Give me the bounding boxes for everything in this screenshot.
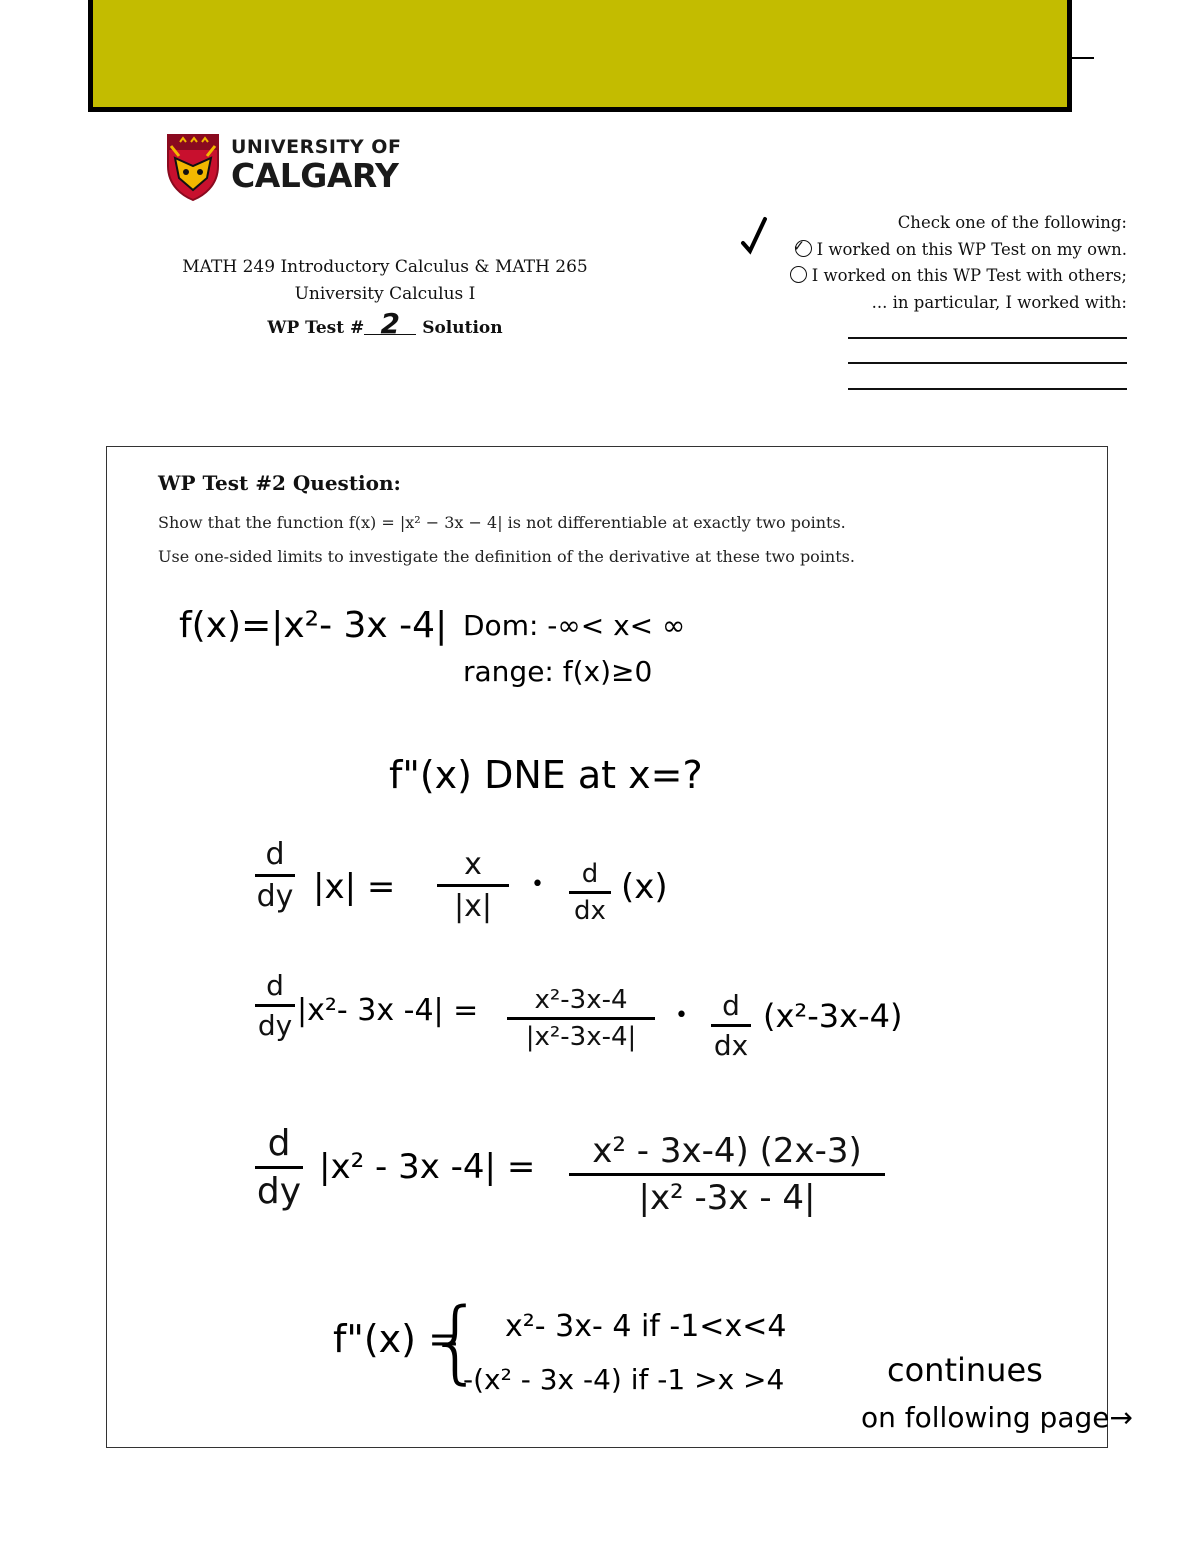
derivative-operator-dx-2 [711,989,751,1062]
course-title: MATH 249 Introductory Calculus & MATH 265 [182,257,588,277]
abs-poly-equals: |x²- 3x -4| = [297,993,479,1028]
dx-denominator: dx [574,895,606,926]
fraction-bar [569,1173,885,1176]
piece-case-1: x²- 3x- 4 if -1<x<4 [505,1309,787,1344]
option-others-label: I worked on this WP Test with others; [811,266,1127,285]
fraction-bar [255,874,295,877]
option-others-row[interactable] [790,263,1127,290]
option-others-radio[interactable] [790,266,807,283]
brace-icon: { [427,1289,485,1394]
derivative-operator-2 [255,969,295,1042]
fraction-bar [255,1004,295,1007]
test-suffix: Solution [422,318,503,338]
abs-poly-denominator: |x²-3x-4| [525,1021,637,1052]
poly-numerator: x²-3x-4 [534,985,628,1015]
dx-denominator: dx [713,1028,749,1062]
fraction-bar [711,1024,751,1027]
derivative-operator-dx-1 [569,859,611,926]
test-number: 2 [364,314,416,335]
crest-icon [165,132,221,202]
domain-note: Dom: -∞< x< ∞ [463,609,686,642]
banner-rule [1068,57,1094,59]
function-definition: f(x)=|x²- 3x -4| [179,605,448,646]
poly-over-abs-poly [507,985,655,1052]
option-own-label: I worked on this WP Test on my own. [816,239,1127,259]
particular-label: ... in particular, I worked with: [871,292,1127,312]
course-subtitle: University Calculus I [294,284,476,304]
check-mark-icon: ✓ [792,236,806,255]
collaborator-line-3[interactable] [848,388,1127,390]
fraction-bar [255,1166,303,1169]
checklist-prompt: Check one of the following: [897,213,1127,232]
abs-x-denominator: |x| [454,888,492,924]
test-prefix: WP Test # [267,318,365,338]
derivative-operator-3 [255,1123,303,1212]
d-numerator: d [581,859,599,889]
abs-poly-denominator-2: |x² -3x - 4| [638,1177,816,1218]
fraction-bar [437,884,509,887]
fraction-bar [507,1017,655,1020]
piecewise-lhs: f"(x) = [333,1317,460,1361]
dy-denominator: dy [256,878,294,914]
handwritten-tick-icon [733,215,773,255]
abs-poly-equals-2: |x² - 3x -4| = [319,1147,536,1187]
logo-line1: UNIVERSITY OF [231,136,402,158]
question-title: WP Test #2 Question: [158,471,401,495]
collaborator-line-2[interactable] [848,362,1127,364]
dy-denominator: dy [257,1008,293,1042]
d-numerator: d [722,989,740,1022]
paren-poly: (x²-3x-4) [763,997,903,1035]
course-info [140,254,630,342]
option-own-row[interactable] [790,237,1127,264]
derivative-operator-1 [255,837,295,914]
product-dot: • [531,872,544,897]
product-dot: • [675,1003,688,1028]
d-numerator: d [267,1123,291,1164]
x-over-abs-x [437,847,509,924]
d-numerator: d [266,969,284,1002]
abs-x-equals: |x| = [313,867,396,907]
dne-question: f"(x) DNE at x=? [389,753,703,797]
piece-case-2: -(x² - 3x -4) if -1 >x >4 [463,1363,785,1396]
x-numerator: x [464,847,482,882]
test-heading [140,307,630,342]
header-banner [88,0,1072,112]
continues-note-2: on following page→ [861,1401,1133,1434]
continues-note-1: continues [887,1351,1043,1389]
d-numerator: d [265,837,285,872]
paren-x: (x) [621,867,668,907]
logo-line2: CALGARY [231,156,399,195]
fraction-bar [569,891,611,894]
range-note: range: f(x)≥0 [463,655,653,688]
question-line-1: Show that the function f(x) = |x² − 3x − 4| is not differentiable at exactly two points. [158,513,846,532]
university-logo [165,132,415,204]
answer-box [106,446,1133,1448]
product-numerator: x² - 3x-4) (2x-3) [592,1131,862,1171]
option-own-radio[interactable] [792,236,812,257]
dy-denominator: dy [256,1170,302,1212]
collaboration-checklist [790,210,1127,316]
collaborator-line-1[interactable] [848,337,1127,339]
question-line-2: Use one-sided limits to investigate the definition of the derivative at these two points. [158,547,855,566]
product-over-abs-poly [569,1131,885,1218]
